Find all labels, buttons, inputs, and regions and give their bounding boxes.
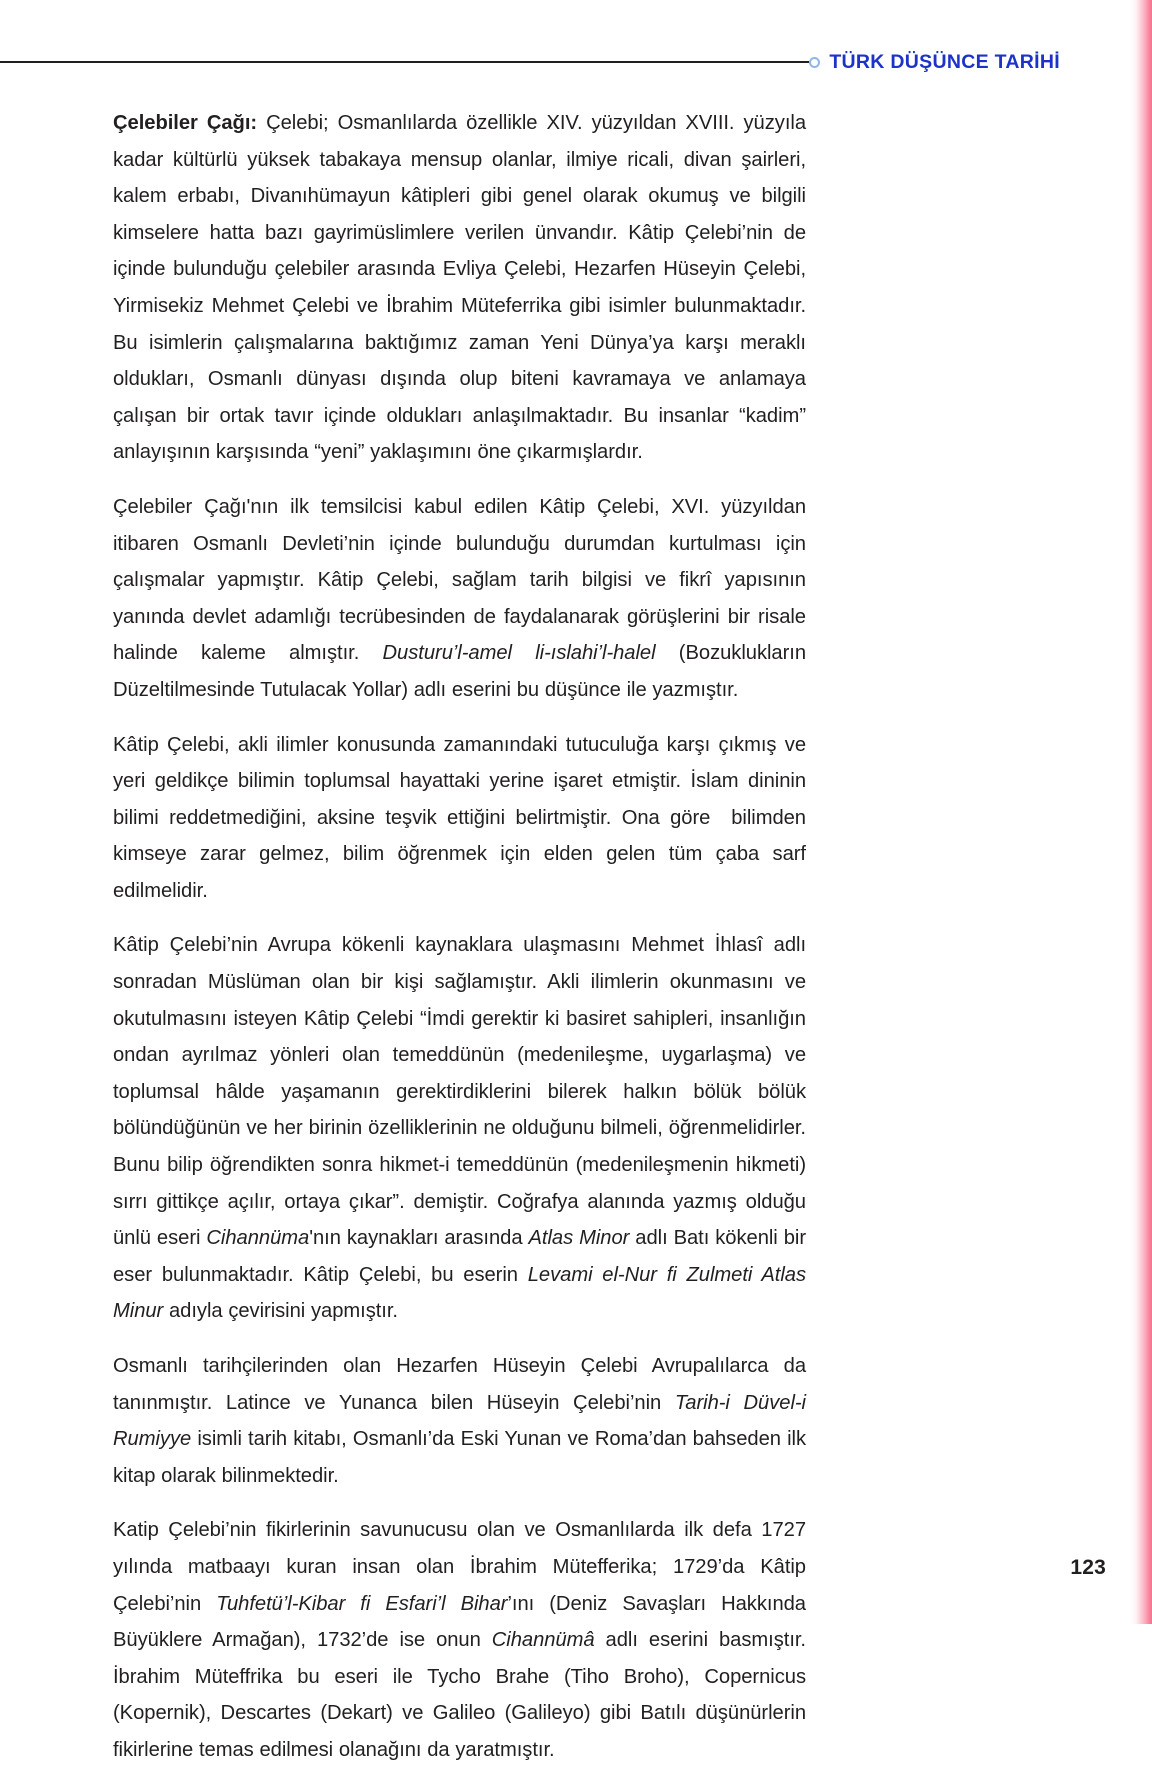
header-title: TÜRK DÜŞÜNCE TARİHİ — [829, 50, 1060, 73]
page-edge-accent-strip — [1130, 0, 1152, 1624]
paragraph-3: Kâtip Çelebi, akli ilimler konusunda zamanındaki tutuculuğa karşı çıkmış ve yeri geldikçe bilimin toplumsal hayattaki yerine işaret etmiştir. İslam dininin bilimi reddetmediğini, aksine teşvik ettiğini belirtmiştir. Ona göre bilimden kimseye zarar gelmez, bilim öğrenmek için elden gelen tüm çaba sarf edilmelidir. — [113, 733, 806, 902]
paragraph-2: Çelebiler Çağı'nın ilk temsilcisi kabul edilen Kâtip Çelebi, XVI. yüzyıldan itibaren Osmanlı Devleti’nin içinde bulunduğu durumdan kurtulması için çalışmalar yapmıştır. Kâtip Çelebi, sağlam tarih bilgisi ve fikrî yapısının yanında devlet adamlığı tecrübesinden de faydalanarak görüşlerini bir risale halinde kaleme almıştır. Dusturu’l-amel li-ıslahi’l-halel (Bozuklukların Düzeltilmesinde Tutulacak Yollar) adlı eserini bu düşünce ile yazmıştır. — [113, 495, 807, 701]
paragraph-5: Osmanlı tarihçilerinden olan Hezarfen Hüseyin Çelebi Avrupalılarca da tanınmıştır. Latince ve Yunanca bilen Hüseyin Çelebi’nin Tarih-i Düvel-i Rumiyye isimli tarih kitabı, Osmanlı’da Eski Yunan ve Roma’dan bahseden ilk kitap olarak bilinmektedir. — [113, 1355, 806, 1487]
paragraph-6: Katip Çelebi’nin fikirlerinin savunucusu olan ve Osmanlılarda ilk defa 1727 yılında matbaayı kuran insan olan İbrahim Mütefferika; 1729’da Kâtip Çelebi’nin Tuhfetü’l-Kibar fi Esfari’l Bihar’ını (Deniz Savaşları Hakkında Büyüklere Armağan), 1732’de ise onun Cihannümâ adlı eserini basmıştır. İbrahim Müteffrika bu eseri ile Tycho Brahe (Tiho Broho), Copernicus (Kopernik), Descartes (Dekart) ve Galileo (Galileyo) gibi Batılı düşünürlerin fikirlerine temas edilmesi olanağını da yaratmıştır. — [113, 1519, 806, 1761]
paragraph-1: Çelebiler Çağı: Çelebi; Osmanlılarda özellikle XIV. yüzyıldan XVIII. yüzyıla kadar kültürlü yüksek tabakaya mensup olanlar, ilmiye ricali, divan şairleri, kalem erbabı, Divanıhümayun kâtipleri gibi genel olarak okumuş ve bilgili kimselere hatta bazı gayrimüslimlere verilen ünvandır. Kâtip Çelebi’nin de içinde bulunduğu çelebiler arasında Evliya Çelebi, Hezarfen Hüseyin Çelebi, Yirmisekiz Mehmet Çelebi ve İbrahim Müteferrika gibi isimler bulunmaktadır. Bu isimlerin çalışmalarına baktığımız zaman Yeni Dünya’ya karşı meraklı oldukları, Osmanlı dünyası dışında olup biteni kavramaya ve anlamaya çalışan bir ortak tavır içinde oldukları anlaşılmaktadır. Bu insanlar “kadim” anlayışının karşısında “yeni” yaklaşımını öne çıkarmışlardır. — [113, 112, 806, 464]
paragraph-4: Kâtip Çelebi’nin Avrupa kökenli kaynaklara ulaşmasını Mehmet İhlasî adlı sonradan Müslüman olan bir kişi sağlamıştır. Akli ilimlerin okunmasını ve okutulmasını isteyen Kâtip Çelebi “İmdi gerektir ki basiret sahipleri, insanlığın ondan ayrılmaz yönleri olan temeddünün (medenileşme, uygarlaşma) ve toplumsal hâlde yaşamanın gerektirdiklerini bilerek halkın bölük bölük bölündüğünün ve her birinin özelliklerinin ne olduğunu bilmeli, öğrenmelidirler. Bunu bilip öğrendikten sonra hikmet-i temeddünün (medenileşmenin hikmeti) sırrı gittikçe açılır, ortaya çıkar”. demiştir. Coğrafya alanında yazmış olduğu ünlü eseri Cihannüma'nın kaynakları arasında Atlas Minor adlı Batı kökenli bir eser bulunmaktadır. Kâtip Çelebi, bu eserin Levami el-Nur fi Zulmeti Atlas Minur adıyla çevirisini yapmıştır. — [113, 934, 806, 1323]
header-bullet-circle-icon — [809, 57, 820, 68]
body-text-column — [113, 105, 806, 1769]
header-rule-line — [0, 61, 809, 63]
running-header — [0, 47, 1060, 77]
page-number: 123 — [1070, 1556, 1106, 1579]
